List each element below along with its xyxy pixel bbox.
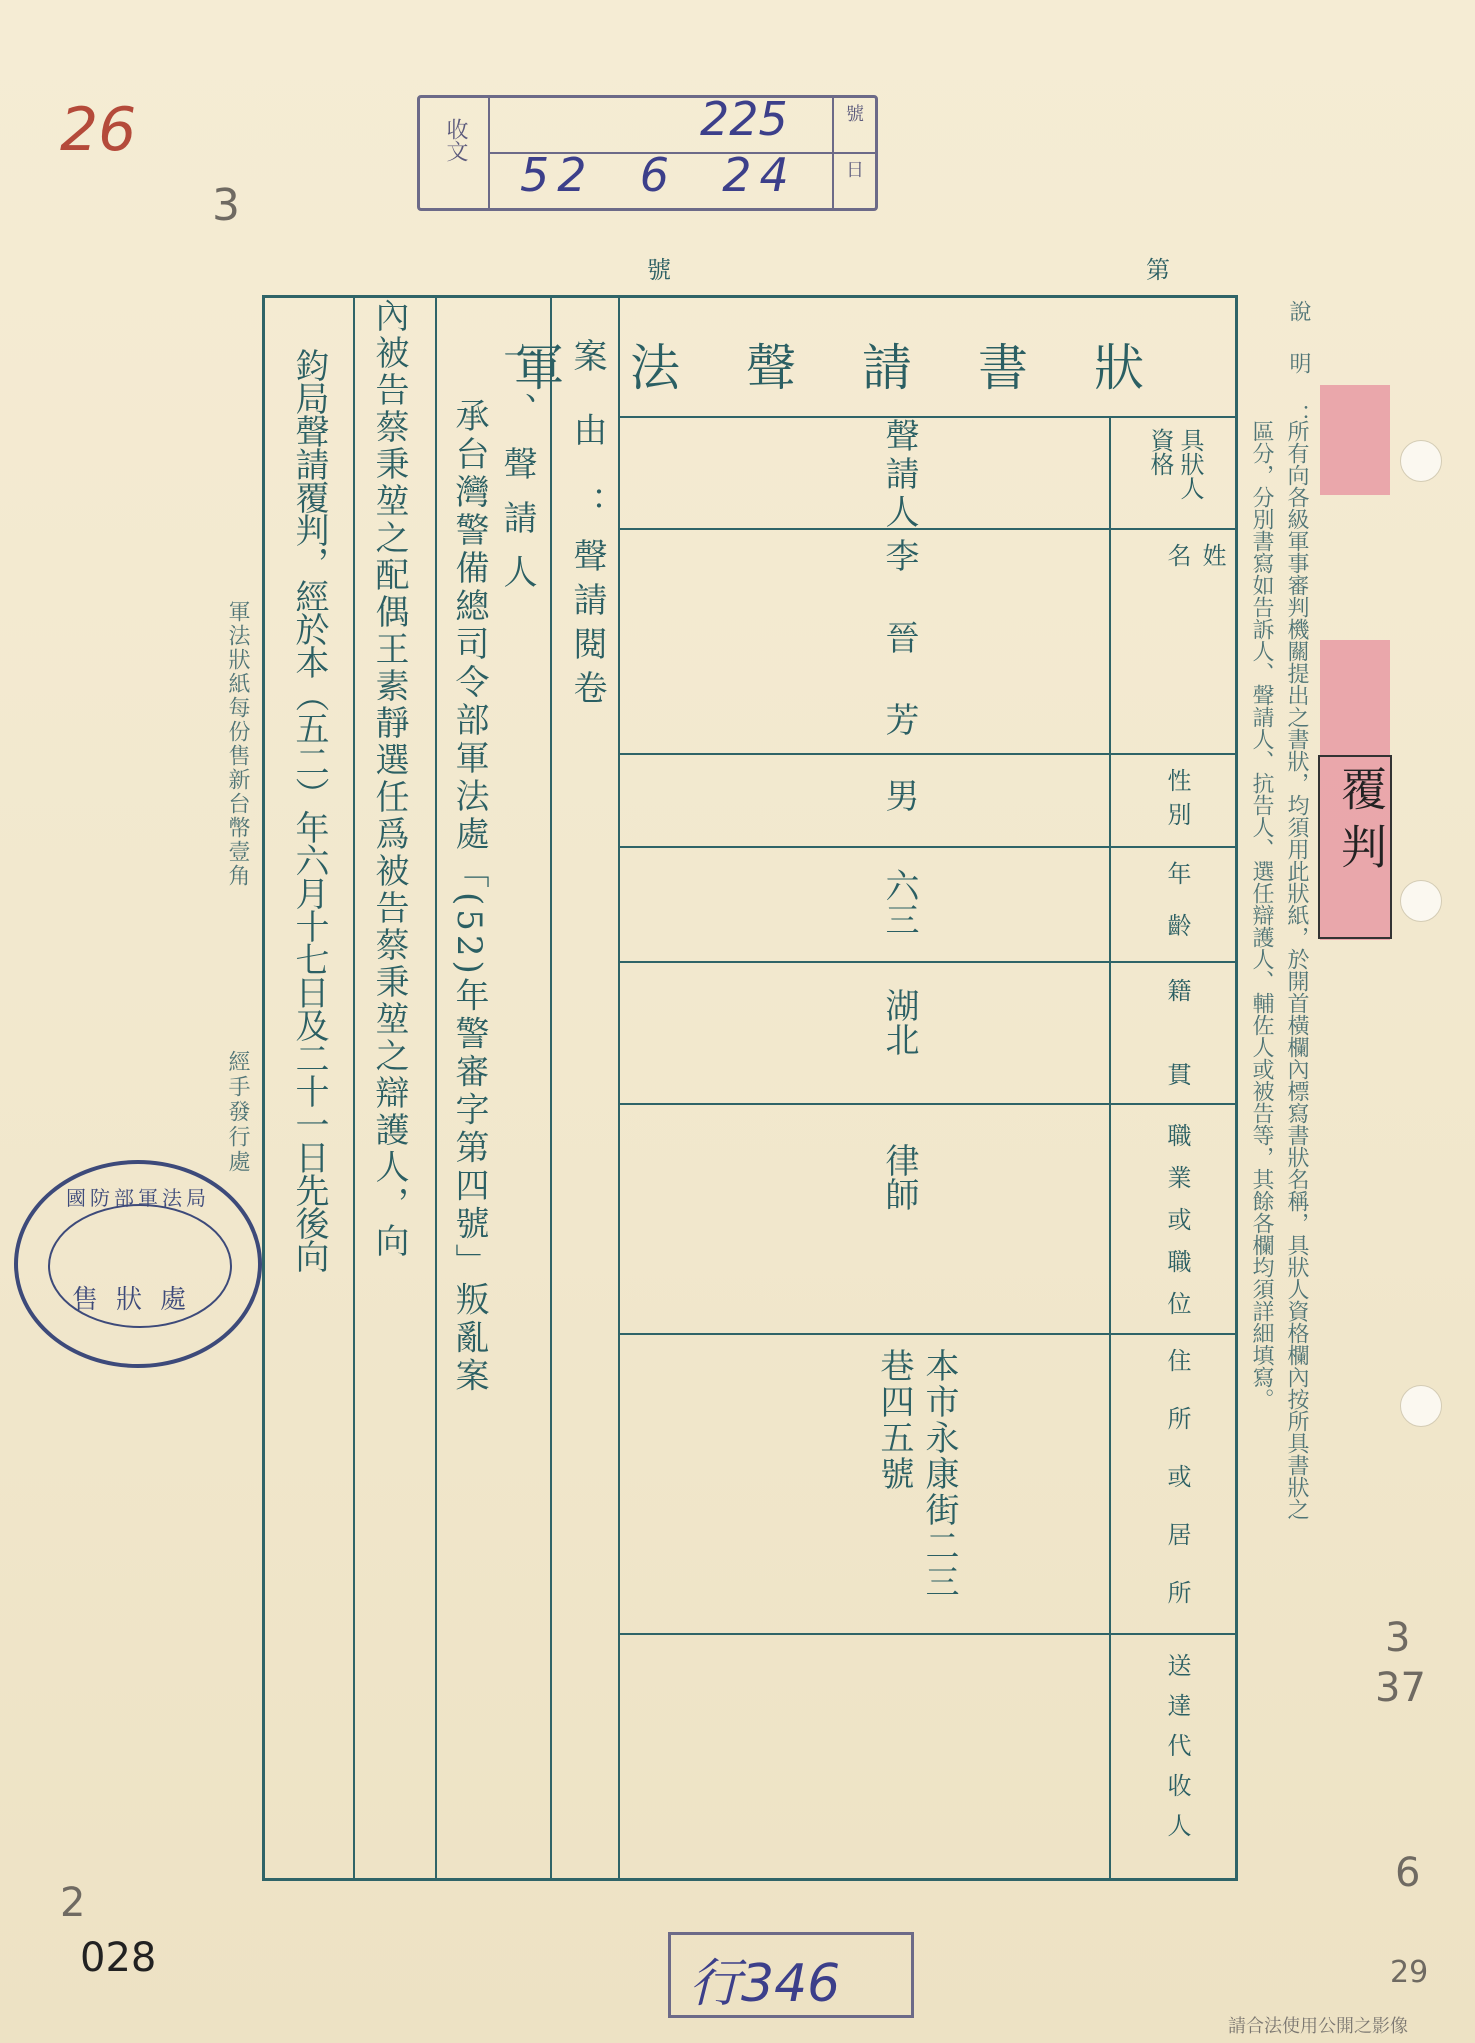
form-line	[618, 416, 1235, 418]
right-pencil-note: 6	[1395, 1850, 1421, 1896]
stamp-label-receive: 收文	[443, 118, 468, 162]
issuer-note: 經手發行處	[225, 1050, 250, 1175]
page-number: 028	[80, 1935, 157, 1981]
header-di: 第	[1146, 256, 1170, 284]
footer-notice: 請合法使用公開之影像	[1228, 2016, 1408, 2037]
form-line	[618, 1633, 1235, 1635]
stamp-number-value: 225	[700, 92, 788, 146]
value-age: 六三	[879, 868, 919, 936]
punch-hole	[1400, 440, 1442, 482]
top-left-red-mark: 26	[60, 95, 137, 165]
bottom-right-note: 29	[1390, 1955, 1429, 1990]
form-line	[618, 961, 1235, 963]
header-hao: 號	[647, 256, 671, 284]
form-line	[618, 298, 620, 1878]
value-role: 聲請人	[879, 418, 919, 532]
form-line	[618, 1333, 1235, 1335]
form-line	[353, 298, 355, 1878]
label-age: 年齡	[1163, 861, 1191, 965]
body-line-4: 鈞局聲請覆判，經於本（五二）年六月十七日及二十一日先後向	[289, 348, 329, 1272]
top-left-pencil-note: 3	[212, 180, 240, 231]
form-line	[435, 298, 437, 1878]
seal-text-bottom: 售狀處	[71, 1285, 204, 1315]
form-line	[618, 528, 1235, 530]
punch-hole	[1400, 880, 1442, 922]
value-occupation: 律師	[879, 1143, 919, 1211]
label-role: 具狀人資格	[1146, 428, 1204, 500]
seal-text-top: 國防部軍法局	[66, 1186, 210, 1210]
form-line	[1109, 416, 1111, 1878]
receipt-stamp	[417, 92, 878, 211]
right-pencil-note: 37	[1375, 1665, 1426, 1711]
form-line	[618, 846, 1235, 848]
form-line	[618, 753, 1235, 755]
bottom-left-pencil-note: 2	[60, 1880, 86, 1926]
punch-hole	[1400, 1385, 1442, 1427]
form-title: 軍法聲請書狀	[514, 339, 1210, 397]
value-address-line-2: 巷四五號	[874, 1348, 914, 1492]
case-value: 聲請閱卷	[567, 538, 607, 714]
body-line-3: 內被告蔡秉堃之配偶王素靜選任爲被告蔡秉堃之辯護人，向	[369, 298, 409, 1260]
issuer-seal	[14, 1160, 262, 1368]
value-origin: 湖北	[879, 988, 919, 1056]
body-line-1: 一、聲請人	[497, 338, 537, 608]
bottom-stamp	[668, 1932, 914, 2018]
label-delivery: 送達代收人	[1163, 1653, 1191, 1853]
petition-form	[262, 295, 1238, 1881]
stamp-label-date: 日	[843, 160, 864, 178]
form-line	[550, 298, 552, 1878]
stamp-date-value: 52 6 24	[520, 148, 797, 202]
stamp-label-number: 號	[843, 104, 864, 122]
value-sex: 男	[879, 778, 919, 812]
bottom-stamp-value: 行346	[689, 1954, 841, 2014]
value-address-line-1: 本市永康街二三	[919, 1348, 959, 1600]
red-tab	[1320, 385, 1390, 495]
value-name: 李晉芳	[879, 538, 919, 784]
case-label: 案由：	[567, 338, 607, 560]
instructions-line-2: 區分，分別書寫如告訴人、聲請人、抗告人、選任辯護人、輔佐人或被告等，其餘各欄均須詳細填寫。	[1249, 420, 1274, 1410]
label-sex: 性別	[1163, 768, 1191, 836]
price-note: 軍法狀紙每份售新台幣壹角	[225, 600, 250, 888]
form-line	[618, 1103, 1235, 1105]
instructions-heading: 說明：	[1286, 300, 1311, 456]
label-origin: 籍貫	[1163, 978, 1191, 1146]
right-pencil-note: 3	[1385, 1615, 1411, 1661]
body-line-2: 承台灣警備總司令部軍法處「(52)年警審字第四號」叛亂案	[449, 398, 489, 1396]
stamp-divider	[832, 98, 834, 208]
label-occupation: 職業或職位	[1163, 1123, 1191, 1333]
label-name: 姓名	[1163, 543, 1226, 687]
label-address: 住所或居所	[1163, 1348, 1191, 1638]
review-mark: 覆判	[1334, 765, 1388, 881]
instructions-line-1: 所有向各級軍事審判機關提出之書狀，均須用此狀紙，於開首橫欄內標寫書狀名稱，具狀人資格欄內按所具書狀之	[1284, 420, 1309, 1520]
